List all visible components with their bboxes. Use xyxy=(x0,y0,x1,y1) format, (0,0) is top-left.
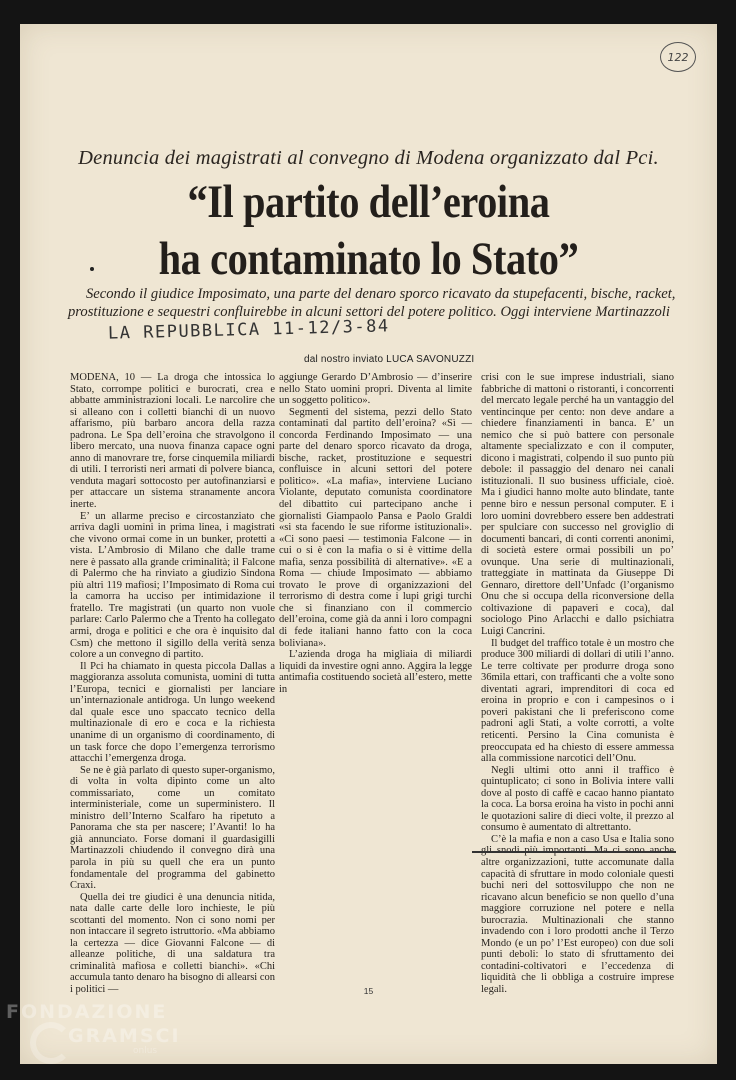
paragraph: C’è la mafia e non a caso Usa e Italia sono altre organizzazioni, tutte accomunate dalla capacità di sfruttare in modo coloniale questi buchi neri del sottosviluppo che non ne ricavano alcun beneficio se non quello d’una maggiore corruzione nel potere e nella burocrazia. Multinazionali che stanno invadendo con i loro prodotti anche il Terzo Mondo (e un po’ l’Est europeo) con due soli punti deboli: lo stato di sfruttamento dei contadini-coltivatori e l’eccedenza di liquidità che li obbliga a costruire imprese legali. xyxy=(481,833,674,995)
kicker: Denuncia dei magistrati al convegno di Modena organizzato dal Pci. xyxy=(78,147,659,169)
paragraph: Negli ultimi otto anni il traffico è quintuplicato; ci sono in Bolivia intere valli dove al posto di caffè e cacao hanno piantato la coca. La borsa eroina ha visto in pochi anni le quotazioni salire di dieci volte, il prezzo al consumo è aumentato di altrettanto. xyxy=(481,764,675,834)
article-column-1 xyxy=(70,372,275,996)
paragraph: E’ un allarme preciso e circostanziato che arriva dagli uomini in prima linea, i magistrati che vivono ormai come in un bunker, protetti a vista. L’Ambrosio di Milano che dalle trame nere è passato alla grande criminalità; il Falcone di Palermo che ha rinviato a giudizio Sindona più altri 119 mafiosi; l’Imposimato di Roma cui la camorra ha ucciso per intimidazione il fratello. Tre magistrati (un quarto non vuole parlare: Carlo Palermo che a Trento ha collegato armi, droga e politici e che ora è inquisito dal Csm) che mettono il sigillo della verità senza colore a un convegno di partito. xyxy=(70,510,275,661)
newspaper-clipping xyxy=(20,24,717,1064)
article-end-rule xyxy=(472,851,676,853)
watermark-line-2: GRAMSCI xyxy=(68,1025,181,1047)
paragraph: Quella dei tre giudici è una denuncia nitida, nata dalle carte delle loro inchieste, le più scottanti del momento. Non ci sono nomi per non intaccare il segreto istruttorio. «Ma abbiamo la certezza — dice Giovanni Falcone — di alleanze politiche, di una saldatura tra criminalità mafiosa e colletti bianchi». «Chi accumula tanto denaro ha bisogno di allearsi con i politici — xyxy=(70,891,275,995)
paragraph: L’azienda droga ha migliaia di miliardi liquidi da investire ogni anno. Aggira la legge antimafia costituendo società all’estero, mette in xyxy=(279,649,472,695)
watermark xyxy=(6,1000,181,1048)
page-number: 15 xyxy=(363,986,374,996)
paragraph: Se ne è già parlato di questo super-organismo, di volta in volta dipinto come un alto commissariato, come un comitato interministeriale, come un superministero. Il ministro dell’Interno Scalfaro ha ripetuto a Panorama che sta per nascere; l’Avanti! lo ha già annunciato. Forse domani il guardasigilli Martinazzoli chiudendo il convegno dirà una parola in più su quell che era un punto fondamentale del programma del gabinetto Craxi. xyxy=(70,764,275,892)
paragraph: Il budget del traffico totale è un mostro che produce 300 miliardi di dollari di utili l’anno. Le terre coltivate per produrre droga sono 36mila ettari, con trafficanti che a volte sono diventati agrari, imprenditori di coca ed eroina in proprio e con i campesinos o i poveri pakistani che li preferiscono come padroni agli Stati, a volte corrotti, a volte reticenti. Persino la Cina comunista è preoccupata ed ha chiesto di essere ammessa alla commissione narcotici dell’Onu. xyxy=(481,637,674,765)
headline-line-2: ha contaminato lo Stato” xyxy=(158,233,579,285)
watermark-subtitle: onlus xyxy=(133,1046,158,1056)
paragraph: aggiunge Gerardo D’Ambrosio — d’inserire nello Stato uomini propri. Diventa al limite un soggetto politico». xyxy=(279,372,472,407)
byline: dal nostro inviato LUCA SAVONUZZI xyxy=(304,354,475,365)
ink-dot xyxy=(90,267,94,271)
archive-number-stamp: 122 xyxy=(660,42,696,72)
paragraph: MODENA, 10 — La droga che intossica lo Stato, corrompe politici e burocrati, crea e abbatte amministrazioni locali. Le narcolire che si alleano con i colletti bianchi di un nuovo affarismo, più barbaro ancora della razza padrona. Le Spa dell’eroina che stravolgono il libero mercato, una nuova finanza capace ogni anno di manovrare tre, forse cinquemila miliardi di utili. I terroristi neri armati di polvere bianca, venduta magari sottocosto per autofinanziarsi e per attaccare un sistema stranamente ancora inerte. xyxy=(70,372,275,511)
watermark-line-1: FONDAZIONE xyxy=(6,1001,168,1023)
subtitle-line-1: Secondo il giudice Imposimato, una parte del denaro sporco ricavato da stupefacenti, bische, racket, xyxy=(86,286,676,302)
handwritten-source-note: LA REPUBBLICA 11-12/3-84 xyxy=(107,316,390,344)
paragraph: crisi con le sue imprese industriali, siano fabbriche di mattoni o ristoranti, i concorrenti del mercato legale perché ha un vantaggio del ventincinque per cento: non deve andare a chiedere finanziamenti in banca. E’ un nemico che si può battere con personale altamente specializzato e con il computer, dicono i magistrati, colpendo il suo punto più debole: il passaggio del denaro nei canali istituzionali. Il suo business ufficiale, cioè. Ma i giudici hanno molte auto blindate, tante penne biro e nessun personal computer. E i loro uomini dovrebbero essere ben addestrati per spulciare con successo nel groviglio di documenti bancari, di conti correnti anonimi, di società estere ormai possibili un po’ ovunque. Una serie di multinazionali, tratteggiate in mattinata da Giuseppe Di Gennaro, direttore dell’Unfadc (l’organismo Onu che si occupa della riconversione della coltivazione di papaveri e coca), dal sociologo Pino Arlacchi e dallo psichiatra Luigi Cancrini. xyxy=(481,372,674,638)
headline xyxy=(69,174,668,288)
subtitle-line-2: prostituzione e sequestri confluirebbe in alcuni settori del potere politico. Oggi interviene Martinazzoli xyxy=(68,303,670,320)
article-column-3 xyxy=(481,372,674,996)
paragraph: Il Pci ha chiamato in questa piccola Dallas a maggioranza assoluta comunista, uomini di tutta l’Europa, tecnici e giornalisti per lanciare un’internazionale antidroga. Un lungo weekend dal quale esce uno spaccato tecnico della multinazionale di ero e coca e la richiesta unanime di un organismo di coordinamento, di un task force che dopo l’emergenza terrorismo attacchi l’emergenza droga. xyxy=(70,660,275,765)
paragraph: Segmenti del sistema, pezzi dello Stato contaminati dal partito dell’eroina? «Sì — concorda Ferdinando Imposimato — una parte del denaro sporco ricavato da droga, bische, racket, prostituzione e sequestri confluisce in alcuni settori del potere politico». «La mafia», interviene Luciano Violante, deputato comunista coordinatore del dibattito cui partecipano anche i giornalisti Giampaolo Pansa e Paolo Graldi «si sta facendo le sue riforme istituzionali». «Ci sono paesi — testimonia Falcone — in cui o si è con la mafia o si è vittime della mafia, senza possibilità di alternative». «E a Roma — chiude Imposimato — abbiamo trovato le prove di organizzazioni del terrorismo di destra come i lupi grigi turchi che si finanziano con il commercio dell’eroina, come già da anni i loro compagni di fede italiani hanno fatto con la coca boliviana». xyxy=(279,406,472,649)
headline-line-1: “Il partito dell’eroina xyxy=(187,176,550,228)
article-column-2 xyxy=(279,372,472,695)
